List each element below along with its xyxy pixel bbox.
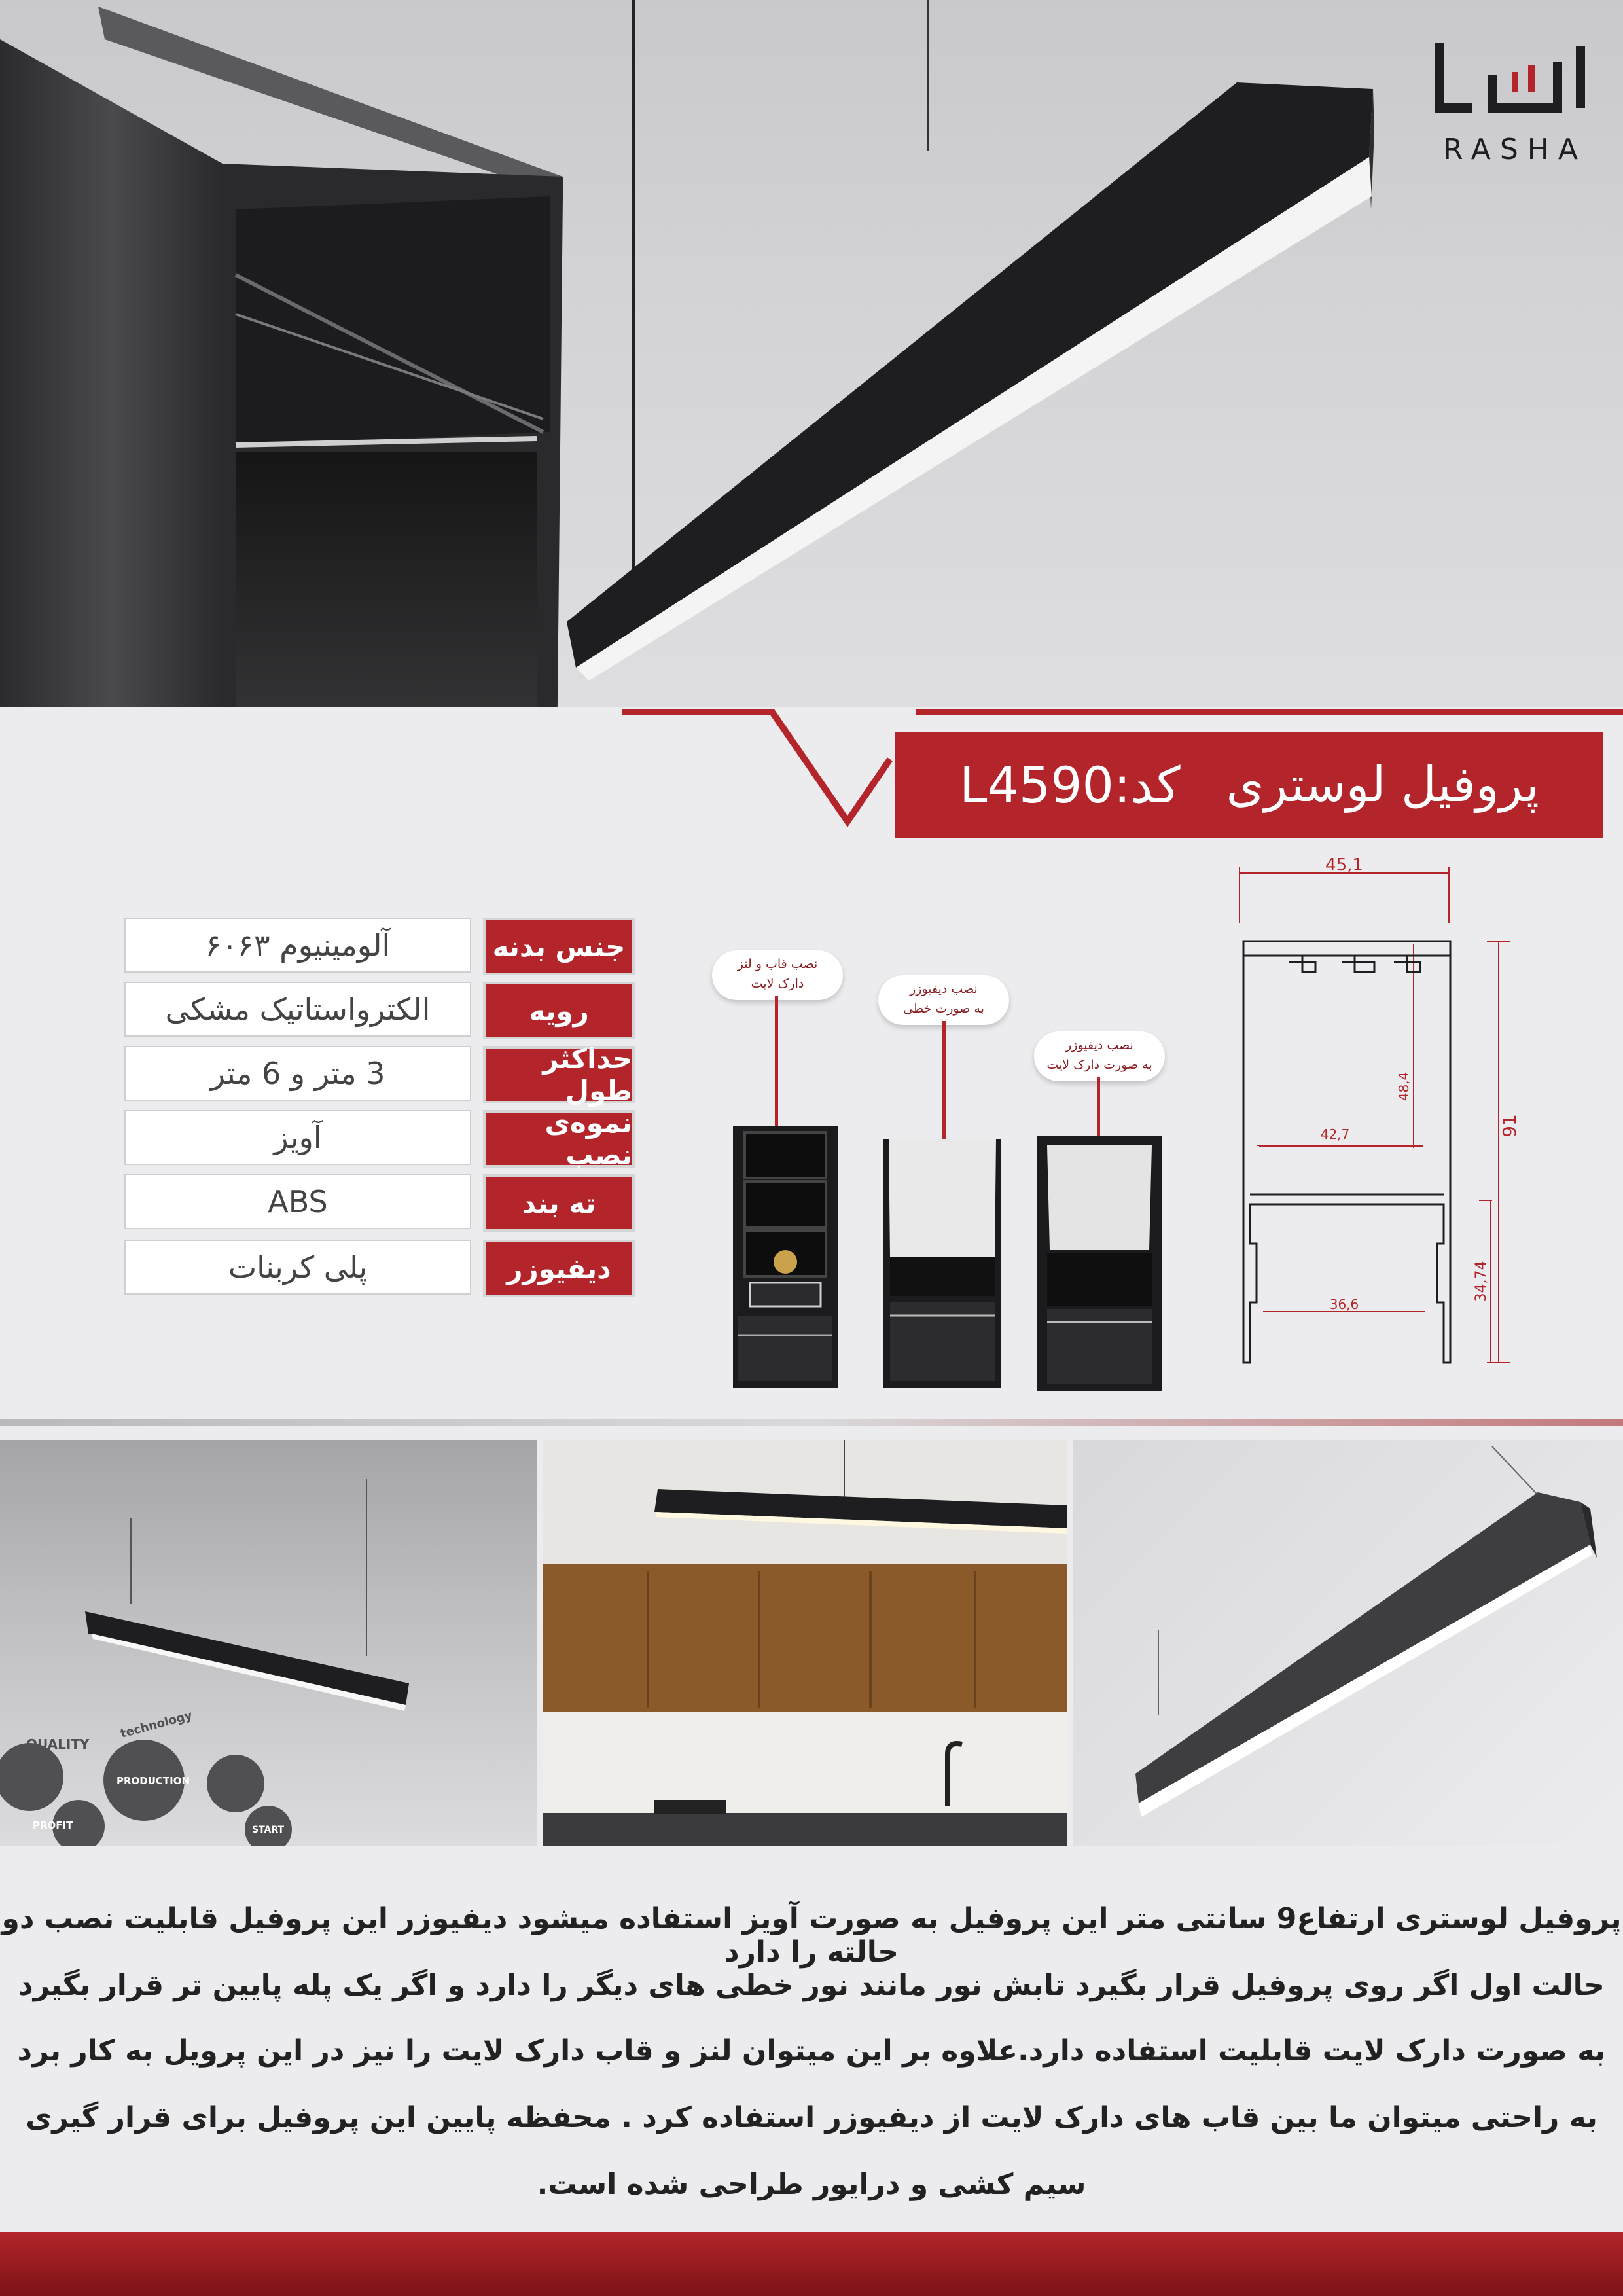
spec-row [124, 1107, 635, 1171]
technical-drawing [1217, 851, 1558, 1374]
photo-kitchen [543, 1440, 1067, 1846]
product-title-bar [895, 732, 1603, 838]
spec-row [124, 1043, 635, 1107]
callout-line: دارک لایت [751, 977, 804, 991]
spec-value: ABS [124, 1174, 471, 1229]
spec-label: ته بند [483, 1174, 635, 1232]
callout-line: نصب دیفیوزر [910, 982, 978, 996]
profile-variants-illustration [726, 1119, 1185, 1394]
spec-row [124, 1240, 635, 1297]
photo-text-technology: technology [118, 1708, 194, 1741]
callout-line: نصب دیفیوزر [1065, 1038, 1133, 1052]
description-line: به راحتی میتوان ما بین قاب های دارک لایت از دیفیوزر استفاده کرد . محفظه پایین این پروفیل برای قرار گیری [26, 2101, 1597, 2134]
spec-value: 3 متر و 6 متر [124, 1046, 471, 1101]
description-line: حالت اول اگر روی پروفیل قرار بگیرد تابش نور مانند نور خطی های دیگر را دارد و اگر یک پله پایین تر قرار بگیرد [18, 1969, 1605, 2002]
photo-office-illustration [0, 1440, 537, 1846]
spec-value: آویز [124, 1110, 471, 1165]
logo-text: RASHA [1442, 133, 1587, 166]
callout-darklight [1034, 1031, 1165, 1081]
callout-line: به صورت دارک لایت [1046, 1058, 1152, 1072]
spec-label: دیفیوزر [483, 1240, 635, 1297]
dim-lower-width: 36,6 [1329, 1297, 1359, 1312]
footer-bar [0, 2232, 1623, 2296]
dim-lower-height: 34,74 [1473, 1261, 1489, 1302]
dim-upper-height: 48,4 [1396, 1071, 1412, 1102]
product-title: پروفیل لوستری [1226, 757, 1539, 813]
spec-value: الکترواستاتیک مشکی [124, 982, 471, 1037]
callout-line: نصب قاب و لنز [737, 957, 818, 971]
photo-studio [1073, 1440, 1623, 1846]
logo-mark-icon [1427, 36, 1603, 128]
spec-row [124, 918, 635, 975]
description-line: پروفیل لوستری ارتفاع9 سانتی متر این پروفیل به صورت آویز استفاده میشود دیفیوزر این پروفیل قابلیت نصب دو حالته را دارد [1, 1902, 1622, 1969]
spec-label: نموه‌ی نصب [483, 1110, 635, 1168]
dim-width-top: 45,1 [1325, 855, 1363, 875]
spec-label: جنس بدنه [483, 918, 635, 975]
hero-image [0, 0, 1623, 707]
spec-row [124, 1174, 635, 1232]
callout-lens [712, 950, 843, 1000]
photo-text-production: PRODUCTION [116, 1775, 190, 1787]
description-line: به صورت دارک لایت قابلیت استفاده دارد.علاوه بر این میتوان لنز و قاب دارک لایت را نیز در این پرویل به کار برد [17, 2034, 1606, 2068]
callout-line: به صورت خطی [903, 1001, 984, 1016]
section-separator [0, 1419, 1623, 1426]
spec-row [124, 982, 635, 1039]
brand-logo [1427, 36, 1603, 167]
photo-text-start: START [252, 1825, 285, 1835]
hero-illustration [0, 0, 1623, 707]
spec-label: رویه [483, 982, 635, 1039]
spec-value: پلی کربنات [124, 1240, 471, 1295]
spec-value: آلومینیوم ۶۰۶۳ [124, 918, 471, 973]
dim-inner-width: 42,7 [1320, 1126, 1350, 1142]
photo-studio-illustration [1073, 1440, 1623, 1846]
product-code: کد:L4590 [959, 755, 1181, 814]
dim-total-height: 91 [1499, 1114, 1520, 1138]
photo-text-quality: QUALITY [26, 1736, 90, 1752]
photo-kitchen-illustration [543, 1440, 1067, 1846]
spec-label: حداکثر طول [483, 1046, 635, 1103]
photo-office [0, 1440, 537, 1846]
callout-linear [878, 975, 1009, 1025]
callout-pointer [775, 996, 778, 1127]
photo-text-profit: PROFIT [33, 1820, 73, 1831]
description-line: سیم کشی و درایور طراحی شده است. [537, 2168, 1086, 2201]
